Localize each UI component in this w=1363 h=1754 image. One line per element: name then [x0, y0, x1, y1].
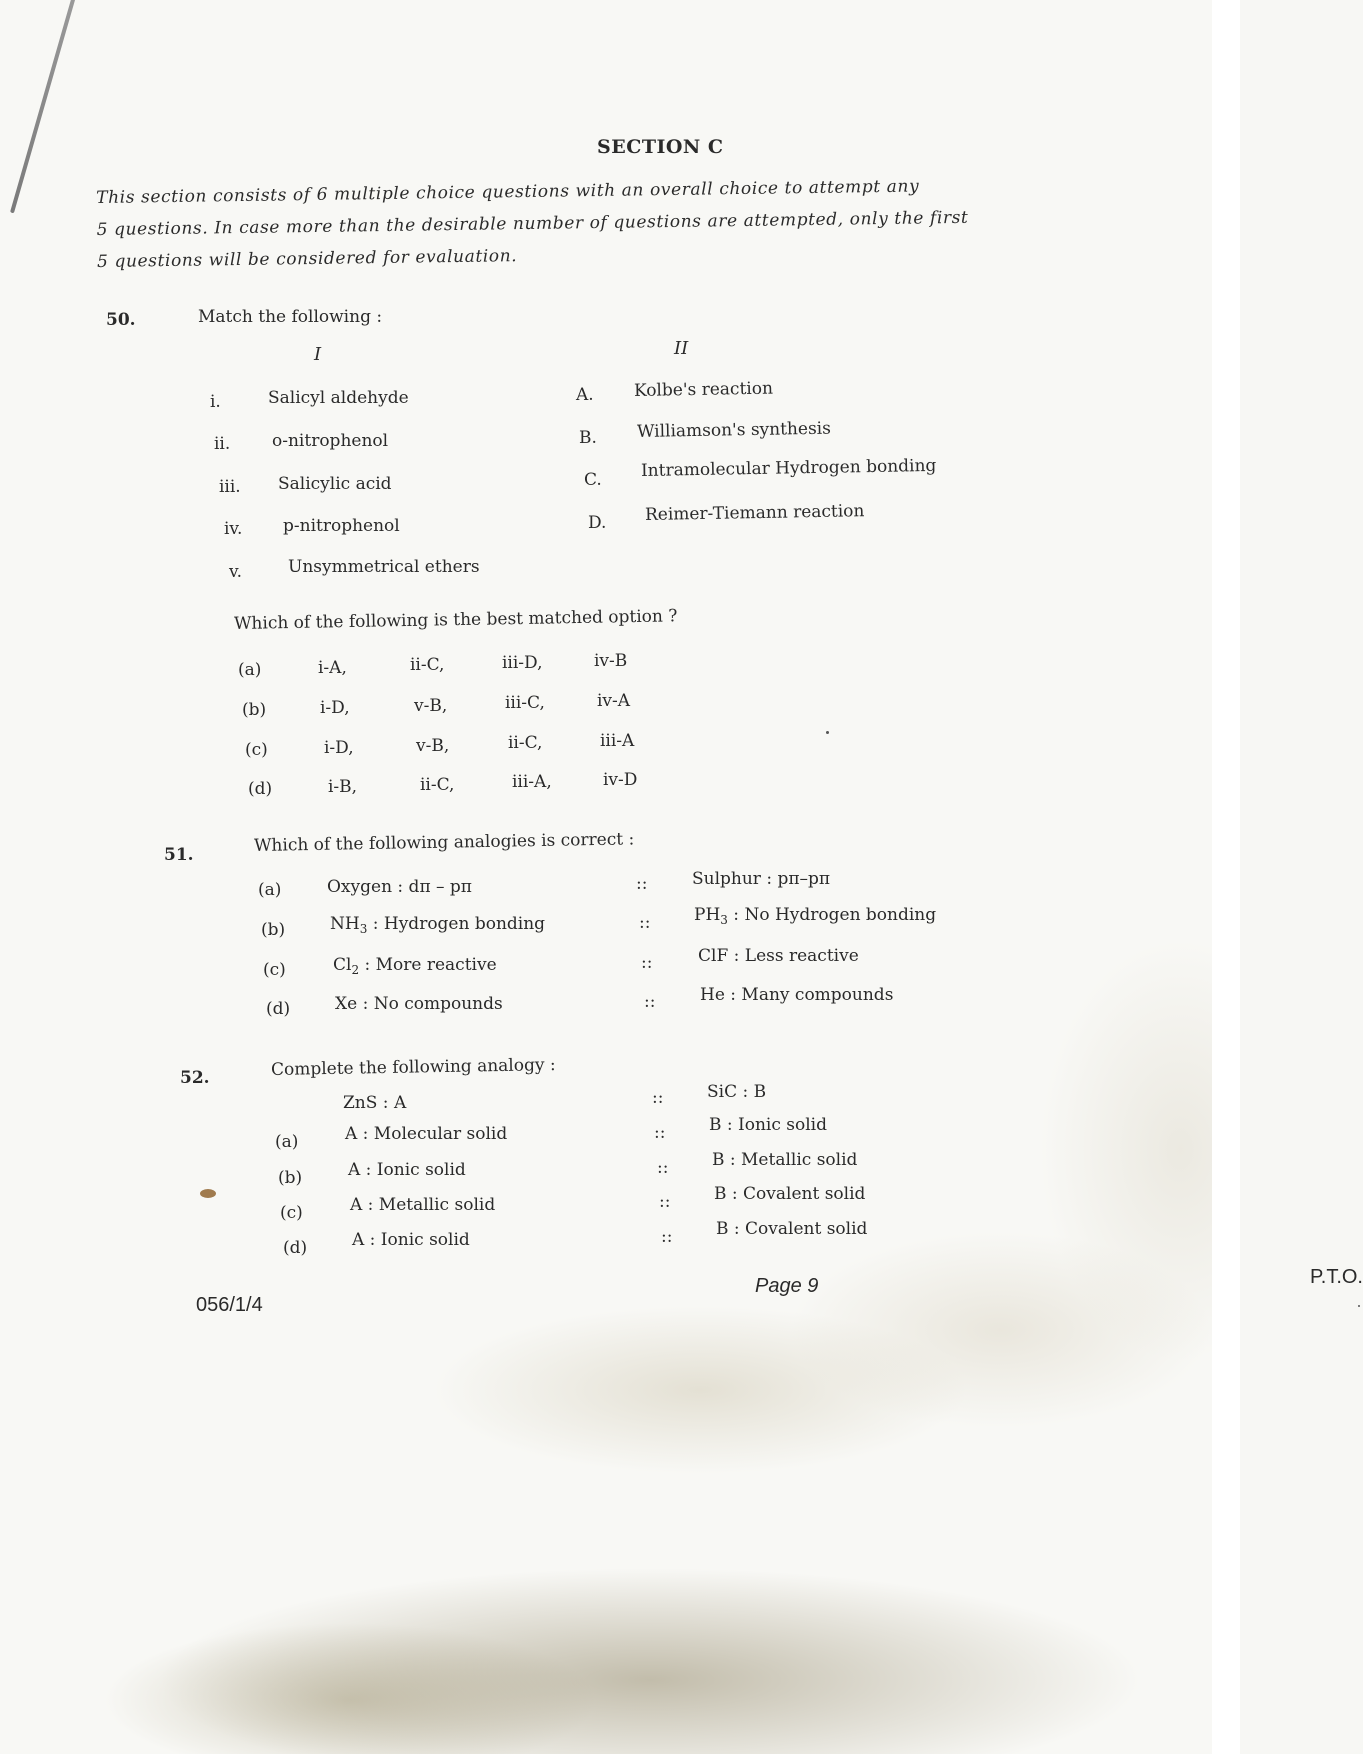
speck [826, 731, 829, 734]
match-item: Intramolecular Hydrogen bonding [640, 455, 937, 481]
match-label: iv. [224, 519, 243, 539]
option-part: iv-B [594, 651, 628, 671]
analogy-separator: :: [659, 1192, 671, 1212]
analogy-separator: :: [644, 992, 656, 1012]
instruction-line: 5 questions will be considered for evaluation. [96, 246, 518, 272]
question-prompt: Which of the following is the best matched option ? [233, 606, 678, 634]
match-label: v. [229, 562, 242, 582]
option-label: (b) [278, 1168, 303, 1188]
option-label: (a) [258, 880, 282, 900]
match-label: D. [588, 513, 607, 533]
option-part: iii-A [600, 731, 635, 751]
option-part: i-D, [324, 738, 354, 758]
analogy-left: A : Metallic solid [350, 1195, 496, 1215]
analogy-separator: :: [641, 953, 653, 973]
ink-stain [200, 1189, 216, 1198]
analogy-separator: :: [657, 1158, 669, 1178]
paper-code: 056/1/4 [196, 1294, 263, 1316]
option-label: (a) [238, 660, 262, 680]
analogy-left: A : Ionic solid [348, 1160, 466, 1180]
question-text: Match the following : [198, 307, 383, 327]
analogy-separator: :: [652, 1088, 664, 1108]
option-label: (d) [283, 1238, 308, 1258]
analogy-right: ClF : Less reactive [698, 946, 859, 966]
speck [1358, 1305, 1360, 1307]
scan-edge [1212, 0, 1240, 1754]
match-label: ii. [214, 434, 231, 454]
analogy-right: $PH_3$ : No Hydrogen bonding [694, 905, 937, 927]
question-number: 52. [180, 1068, 210, 1088]
analogy-separator: :: [661, 1227, 673, 1247]
analogy-separator: :: [639, 913, 651, 933]
option-part: iv-D [603, 770, 638, 790]
analogy-left: Oxygen : dπ – pπ [327, 877, 472, 897]
analogy-left: $Cl_2$ : More reactive [333, 955, 497, 977]
match-item: Salicyl aldehyde [268, 388, 409, 408]
analogy-right: B : Metallic solid [712, 1150, 858, 1170]
question-number: 50. [106, 310, 136, 330]
option-part: v-B, [416, 736, 450, 756]
match-item: Kolbe's reaction [633, 378, 774, 401]
analogy-left: A : Molecular solid [345, 1124, 508, 1144]
option-part: i-A, [318, 658, 347, 678]
question-text: Complete the following analogy : [270, 1055, 556, 1080]
option-label: (a) [275, 1132, 299, 1152]
match-item: Williamson's synthesis [636, 418, 832, 442]
please-turn-over: P.T.O. [1310, 1266, 1363, 1288]
match-item: o-nitrophenol [272, 431, 389, 451]
analogy-separator: :: [636, 874, 648, 894]
option-part: iii-C, [505, 693, 545, 713]
analogy-left: Xe : No compounds [335, 994, 503, 1014]
option-label: (b) [261, 920, 286, 940]
option-label: (c) [263, 960, 286, 980]
option-part: ii-C, [508, 733, 543, 753]
section-title: SECTION C [597, 136, 724, 158]
match-label: B. [579, 428, 597, 448]
match-label: iii. [219, 477, 241, 497]
option-part: iv-A [597, 691, 631, 711]
analogy-separator: :: [654, 1123, 666, 1143]
match-item: Reimer-Tiemann reaction [644, 501, 865, 525]
instruction-line: This section consists of 6 multiple choice questions with an overall choice to attempt any [96, 176, 920, 208]
analogy-right: B : Covalent solid [714, 1184, 866, 1204]
option-part: iii-A, [512, 772, 552, 792]
option-label: (c) [280, 1203, 303, 1223]
match-label: C. [584, 470, 602, 490]
analogy-left: A : Ionic solid [352, 1230, 470, 1250]
option-part: ii-C, [410, 655, 445, 675]
section-instructions [96, 166, 1267, 278]
analogy-right: B : Ionic solid [709, 1115, 828, 1135]
option-part: iii-D, [502, 653, 543, 673]
option-part: i-B, [328, 777, 358, 797]
analogy-right: B : Covalent solid [716, 1219, 868, 1239]
analogy-left: $NH_3$ : Hydrogen bonding [330, 914, 546, 936]
option-label: (d) [248, 779, 273, 799]
match-item: Unsymmetrical ethers [288, 557, 480, 577]
match-item: Salicylic acid [278, 474, 392, 494]
match-label: i. [210, 392, 221, 412]
analogy-right: Sulphur : pπ–pπ [692, 869, 831, 889]
analogy-right: He : Many compounds [700, 985, 894, 1005]
question-text: Which of the following analogies is correct : [253, 829, 635, 856]
column-heading-i: I [314, 344, 322, 365]
match-label: A. [576, 385, 594, 405]
option-part: v-B, [414, 696, 448, 716]
column-heading-ii: II [674, 338, 689, 359]
option-part: ii-C, [420, 775, 455, 795]
option-label: (d) [266, 999, 291, 1019]
option-part: i-D, [320, 698, 350, 718]
instruction-line: 5 questions. In case more than the desirable number of questions are attempted, only the first [96, 207, 969, 240]
analogy-stem-right: SiC : B [707, 1082, 767, 1102]
question-number: 51. [164, 845, 194, 865]
page-number: Page 9 [755, 1275, 819, 1297]
analogy-stem-left: ZnS : A [343, 1093, 407, 1113]
option-label: (c) [245, 740, 268, 760]
option-label: (b) [242, 700, 267, 720]
match-item: p-nitrophenol [283, 516, 400, 536]
